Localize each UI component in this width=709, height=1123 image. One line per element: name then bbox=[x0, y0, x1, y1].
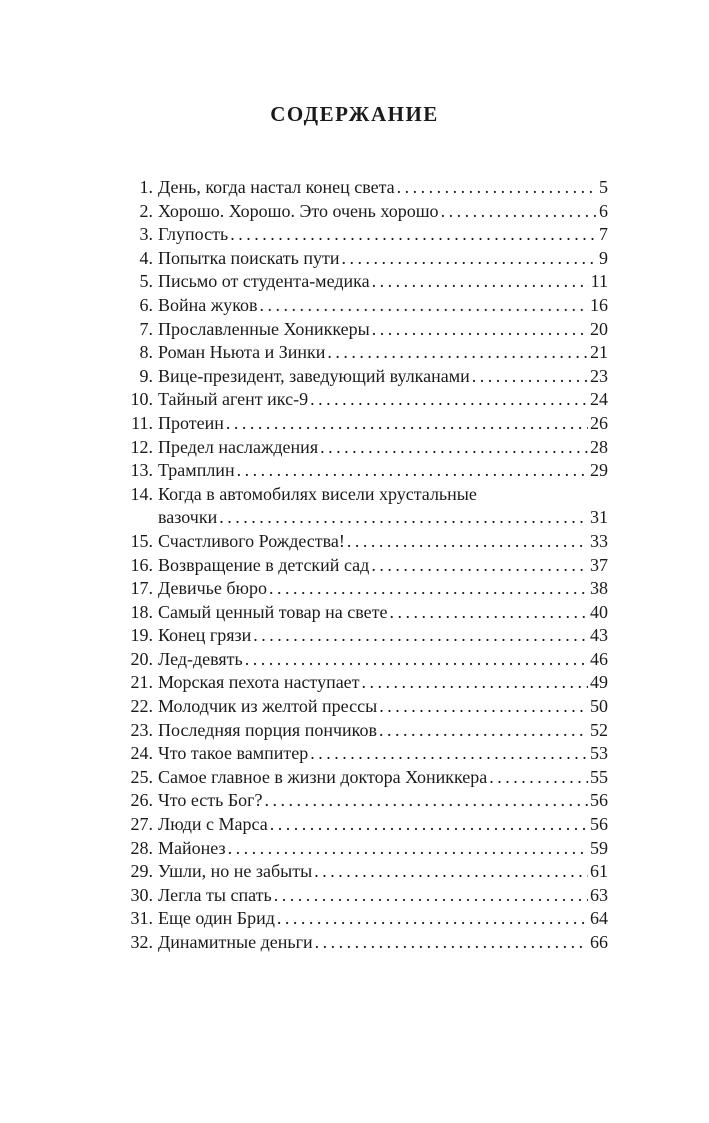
toc-entry-page: 20 bbox=[590, 318, 608, 339]
toc-dot-leader bbox=[269, 577, 588, 601]
toc-entry-page: 66 bbox=[590, 932, 608, 952]
toc-entry[interactable] bbox=[118, 695, 608, 719]
toc-entry[interactable] bbox=[118, 459, 608, 483]
toc-entry-page: 28 bbox=[590, 436, 608, 457]
toc-dot-leader bbox=[265, 789, 588, 813]
toc-entry-page: 29 bbox=[590, 460, 608, 481]
toc-entry-number: 7. bbox=[139, 318, 153, 339]
toc-dot-leader bbox=[219, 506, 588, 530]
toc-entry-title: Динамитные деньги bbox=[158, 932, 313, 952]
toc-entry-page: 33 bbox=[590, 530, 608, 551]
toc-entry-title: Легла ты спать bbox=[158, 884, 272, 905]
toc-entry-page: 56 bbox=[590, 814, 608, 835]
toc-dot-leader bbox=[310, 388, 588, 412]
toc-entry-page: 16 bbox=[590, 294, 608, 315]
toc-entry-number: 22. bbox=[130, 696, 153, 717]
toc-entry[interactable] bbox=[118, 365, 608, 389]
toc-entry[interactable] bbox=[118, 601, 608, 625]
toc-dot-leader bbox=[472, 365, 588, 389]
toc-entry[interactable] bbox=[118, 860, 608, 884]
toc-entry-page: 40 bbox=[590, 601, 608, 622]
toc-entry[interactable] bbox=[118, 483, 608, 530]
toc-entry-title: Девичье бюро bbox=[158, 578, 267, 599]
toc-dot-leader bbox=[389, 601, 588, 625]
toc-entry-page: 31 bbox=[590, 507, 608, 528]
toc-entry-number: 19. bbox=[130, 625, 153, 646]
toc-entry-page: 55 bbox=[590, 766, 608, 787]
toc-dot-leader bbox=[371, 554, 588, 578]
toc-entry-title: Хорошо. Хорошо. Это очень хорошо bbox=[158, 200, 439, 221]
toc-dot-leader bbox=[372, 318, 588, 342]
toc-entry-number: 15. bbox=[130, 530, 153, 551]
toc-dot-leader bbox=[327, 341, 588, 365]
toc-entry[interactable] bbox=[118, 907, 608, 931]
toc-entry-number: 12. bbox=[130, 436, 153, 457]
toc-entry-title: Что такое вампитер bbox=[158, 743, 309, 764]
toc-entry-number: 9. bbox=[139, 365, 153, 386]
toc-dot-leader bbox=[228, 837, 588, 861]
toc-dot-leader bbox=[277, 907, 588, 931]
toc-entry[interactable] bbox=[118, 530, 608, 554]
toc-dot-leader bbox=[260, 294, 588, 318]
toc-dot-leader bbox=[372, 270, 589, 294]
toc-entry[interactable] bbox=[118, 341, 608, 365]
toc-entry-title: Трамплин bbox=[158, 460, 235, 481]
toc-entry-page: 7 bbox=[599, 224, 608, 245]
toc-entry-title-continued: вазочки bbox=[158, 507, 218, 528]
toc-entry[interactable] bbox=[118, 789, 608, 813]
toc-entry-page: 52 bbox=[590, 719, 608, 740]
toc-entry-page: 63 bbox=[590, 884, 608, 905]
toc-entry-title: Роман Ньюта и Зинки bbox=[158, 342, 326, 363]
toc-entry[interactable] bbox=[118, 436, 608, 460]
toc-entry-title: Письмо от студента-медика bbox=[158, 271, 370, 292]
toc-entry-title: Предел наслаждения bbox=[158, 436, 319, 457]
toc-entry-title: День, когда настал конец света bbox=[158, 177, 395, 197]
toc-entry-number: 3. bbox=[139, 224, 153, 245]
toc-dot-leader bbox=[315, 931, 588, 955]
toc-entry-page: 37 bbox=[590, 554, 608, 575]
toc-entry-number: 4. bbox=[139, 247, 153, 268]
toc-entry[interactable] bbox=[118, 247, 608, 271]
toc-entry[interactable] bbox=[118, 270, 608, 294]
toc-dot-leader bbox=[379, 719, 588, 743]
toc-entry[interactable] bbox=[118, 719, 608, 743]
toc-entry-title: Попытка поискать пути bbox=[158, 247, 340, 268]
toc-dot-leader bbox=[342, 247, 597, 271]
toc-entry-title: Возвращение в детский сад bbox=[158, 554, 370, 575]
toc-dot-leader bbox=[230, 223, 597, 247]
toc-entry-number: 6. bbox=[139, 294, 153, 315]
toc-entry-page: 56 bbox=[590, 790, 608, 811]
toc-entry-title: Глупость bbox=[158, 224, 229, 245]
toc-entry-page: 53 bbox=[590, 743, 608, 764]
toc-entry-title: Морская пехота наступает bbox=[158, 672, 360, 693]
toc-entry-title: Тайный агент икс-9 bbox=[158, 389, 309, 410]
toc-entry[interactable] bbox=[118, 318, 608, 342]
toc-entry-page: 5 bbox=[599, 177, 608, 197]
toc-entry-number: 1. bbox=[139, 177, 153, 197]
toc-entry-number: 13. bbox=[130, 460, 153, 481]
page-title: СОДЕРЖАНИЕ bbox=[270, 102, 439, 126]
toc-entry-number: 31. bbox=[130, 908, 153, 929]
toc-entry-page: 64 bbox=[590, 908, 608, 929]
toc-entry[interactable] bbox=[118, 294, 608, 318]
toc-entry-page: 26 bbox=[590, 412, 608, 433]
toc-dot-leader bbox=[347, 530, 588, 554]
toc-entry-number: 16. bbox=[130, 554, 153, 575]
toc-entry-page: 24 bbox=[590, 389, 608, 410]
toc-entry-title: Лед-девять bbox=[158, 648, 243, 669]
toc-entry[interactable] bbox=[118, 766, 608, 790]
toc-entry[interactable] bbox=[118, 577, 608, 601]
toc-entry-title: Когда в автомобилях висели хрустальные bbox=[158, 483, 477, 504]
toc-entry-title: Самое главное в жизни доктора Хониккера bbox=[158, 766, 488, 787]
toc-entry[interactable] bbox=[118, 931, 608, 955]
toc-entry-page: 23 bbox=[590, 365, 608, 386]
toc-entry[interactable] bbox=[118, 884, 608, 908]
toc-dot-leader bbox=[253, 624, 588, 648]
toc-dot-leader bbox=[489, 766, 588, 790]
table-of-contents bbox=[118, 176, 608, 955]
toc-entry-title: Вице-президент, заведующий вулканами bbox=[158, 365, 470, 386]
toc-entry-number: 20. bbox=[130, 648, 153, 669]
toc-entry-number: 2. bbox=[139, 200, 153, 221]
toc-entry-number: 17. bbox=[130, 578, 153, 599]
toc-entry[interactable] bbox=[118, 813, 608, 837]
toc-dot-leader bbox=[320, 436, 588, 460]
toc-entry[interactable] bbox=[118, 742, 608, 766]
toc-entry-page: 59 bbox=[590, 837, 608, 858]
toc-entry-title: Прославленные Хониккеры bbox=[158, 318, 370, 339]
toc-entry-title: Молодчик из желтой прессы bbox=[158, 696, 378, 717]
toc-entry-number: 11. bbox=[131, 412, 153, 433]
toc-dot-leader bbox=[314, 860, 588, 884]
toc-entry-page: 6 bbox=[599, 200, 608, 221]
toc-entry[interactable] bbox=[118, 671, 608, 695]
toc-entry[interactable] bbox=[118, 388, 608, 412]
toc-dot-leader bbox=[379, 695, 588, 719]
toc-entry-title: Война жуков bbox=[158, 294, 258, 315]
toc-entry-title: Майонез bbox=[158, 837, 226, 858]
toc-entry[interactable] bbox=[118, 624, 608, 648]
toc-entry-number: 29. bbox=[130, 861, 153, 882]
toc-entry-title: Самый ценный товар на свете bbox=[158, 601, 388, 622]
toc-entry-page: 50 bbox=[590, 696, 608, 717]
toc-entry-page: 46 bbox=[590, 648, 608, 669]
toc-entry-title: Протеин bbox=[158, 412, 224, 433]
toc-dot-leader bbox=[274, 884, 588, 908]
toc-entry-page: 9 bbox=[599, 247, 608, 268]
toc-entry-number: 27. bbox=[130, 814, 153, 835]
toc-dot-leader bbox=[310, 742, 588, 766]
toc-entry-title: Еще один Брид bbox=[158, 908, 275, 929]
toc-dot-leader bbox=[362, 671, 588, 695]
toc-entry-title: Люди с Марса bbox=[158, 814, 268, 835]
toc-entry-title: Счастливого Рождества! bbox=[158, 530, 345, 551]
toc-entry-number: 30. bbox=[130, 884, 153, 905]
toc-entry-number: 18. bbox=[130, 601, 153, 622]
toc-entry-number: 32. bbox=[130, 932, 153, 952]
toc-dot-leader bbox=[226, 412, 588, 436]
toc-entry-page: 38 bbox=[590, 578, 608, 599]
toc-entry-title: Последняя порция пончиков bbox=[158, 719, 377, 740]
toc-entry-number: 26. bbox=[130, 790, 153, 811]
toc-entry-page: 43 bbox=[590, 625, 608, 646]
toc-entry[interactable] bbox=[118, 200, 608, 224]
toc-entry-number: 5. bbox=[139, 271, 153, 292]
toc-dot-leader bbox=[245, 648, 588, 672]
toc-dot-leader bbox=[237, 459, 588, 483]
toc-entry[interactable] bbox=[118, 176, 608, 200]
toc-entry-page: 61 bbox=[590, 861, 608, 882]
toc-entry-number: 8. bbox=[139, 342, 153, 363]
toc-entry-number: 23. bbox=[130, 719, 153, 740]
toc-entry-number: 25. bbox=[130, 766, 153, 787]
toc-entry-page: 11 bbox=[590, 271, 608, 292]
toc-entry-number: 14. bbox=[130, 483, 153, 504]
toc-dot-leader bbox=[270, 813, 588, 837]
toc-entry-title: Конец грязи bbox=[158, 625, 252, 646]
toc-entry-number: 24. bbox=[130, 743, 153, 764]
toc-dot-leader bbox=[441, 200, 597, 224]
toc-entry-page: 21 bbox=[590, 342, 608, 363]
toc-dot-leader bbox=[397, 176, 597, 200]
toc-entry[interactable] bbox=[118, 837, 608, 861]
toc-entry-number: 21. bbox=[130, 672, 153, 693]
toc-entry-page: 49 bbox=[590, 672, 608, 693]
toc-entry[interactable] bbox=[118, 648, 608, 672]
toc-entry[interactable] bbox=[118, 412, 608, 436]
toc-entry[interactable] bbox=[118, 223, 608, 247]
toc-entry-title: Что есть Бог? bbox=[158, 790, 263, 811]
toc-entry-title: Ушли, но не забыты bbox=[158, 861, 313, 882]
toc-entry-number: 28. bbox=[130, 837, 153, 858]
toc-entry[interactable] bbox=[118, 554, 608, 578]
toc-entry-number: 10. bbox=[130, 389, 153, 410]
